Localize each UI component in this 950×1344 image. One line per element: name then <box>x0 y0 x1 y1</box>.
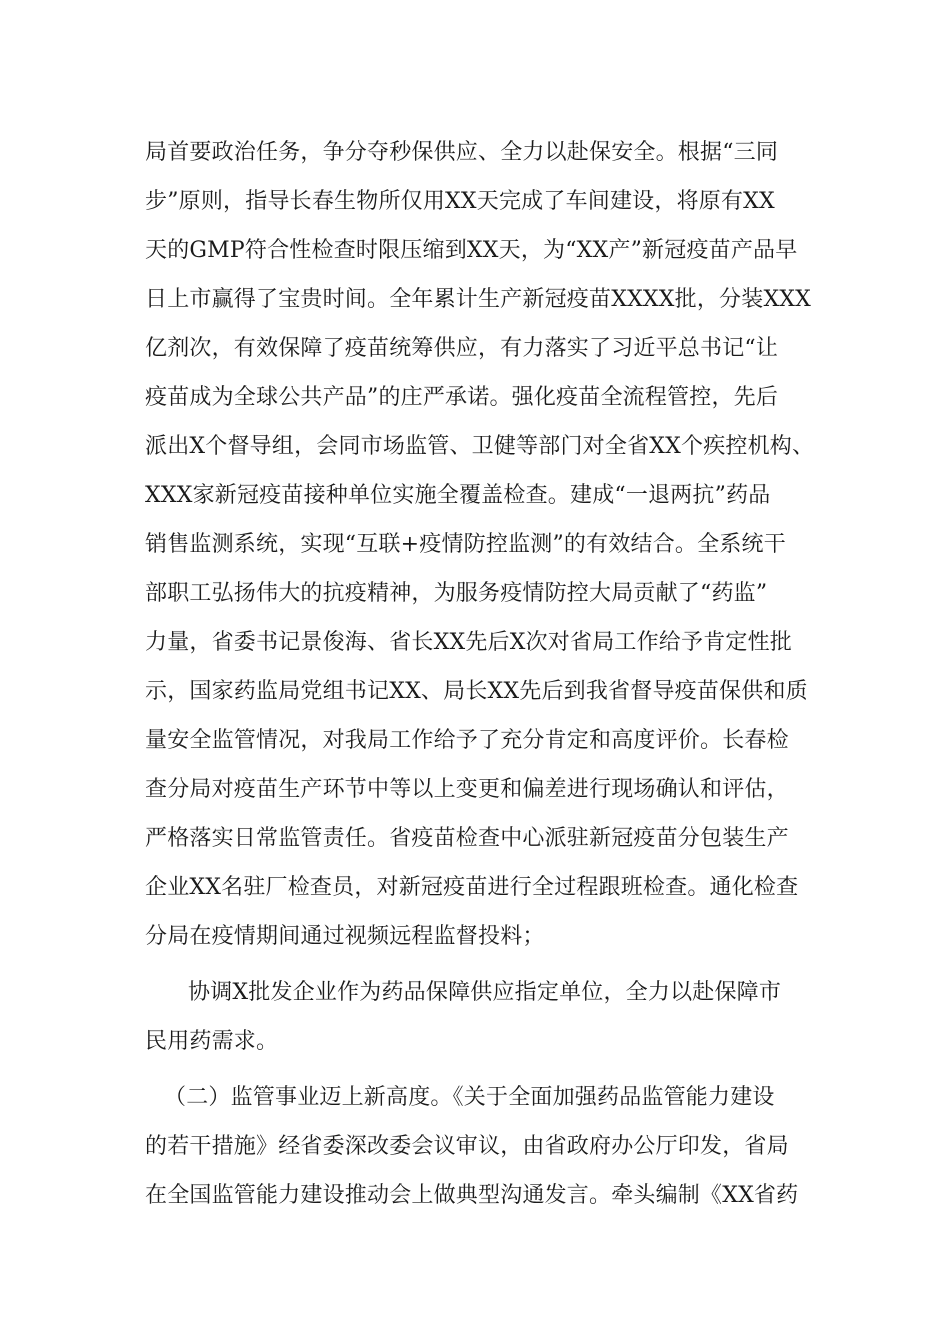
paragraph-line: 量安全监管情况，对我局工作给予了充分肯定和高度评价。长春检 <box>145 728 789 753</box>
paragraph-line: 在全国监管能力建设推动会上做典型沟通发言。牵头编制《XX省药 <box>145 1183 799 1208</box>
paragraph-line: 示，国家药监局党组书记XX、局长XX先后到我省督导疫苗保供和质 <box>145 679 808 704</box>
paragraph-line: 日上市赢得了宝贵时间。全年累计生产新冠疫苗XXXX批，分装XXX <box>145 287 812 312</box>
paragraph-line: 的若干措施》经省委深改委会议审议，由省政府办公厅印发，省局 <box>145 1134 789 1159</box>
paragraph-line: 分局在疫情期间通过视频远程监督投料； <box>145 924 545 949</box>
paragraph-line: 民用药需求。 <box>145 1029 279 1054</box>
paragraph-line: 亿剂次，有效保障了疫苗统筹供应，有力落实了习近平总书记“让 <box>145 336 779 361</box>
section-heading-line: （二）监管事业迈上新高度。《关于全面加强药品监管能力建设 <box>164 1085 775 1110</box>
paragraph-line: 局首要政治任务，争分夺秒保供应、全力以赴保安全。根据“三同 <box>145 140 779 165</box>
paragraph-line: 企业XX名驻厂检查员，对新冠疫苗进行全过程跟班检查。通化检查 <box>145 875 799 900</box>
paragraph-line: 派出X个督导组，会同市场监管、卫健等部门对全省XX个疾控机构、 <box>145 434 815 459</box>
paragraph-line: 力量，省委书记景俊海、省长XX先后X次对省局工作给予肯定性批 <box>145 630 792 655</box>
paragraph-line: 销售监测系统，实现“互联+疫情防控监测”的有效结合。全系统干 <box>145 532 786 557</box>
paragraph-line: 步”原则，指导长春生物所仅用XX天完成了车间建设，将原有XX <box>145 189 775 214</box>
paragraph-line: 查分局对疫苗生产环节中等以上变更和偏差进行现场确认和评估， <box>145 777 789 802</box>
paragraph-line: 天的GMP符合性检查时限压缩到XX天，为“XX产”新冠疫苗产品早 <box>145 238 798 263</box>
paragraph-line: 严格落实日常监管责任。省疫苗检查中心派驻新冠疫苗分包装生产 <box>145 826 789 851</box>
paragraph-line: XXX家新冠疫苗接种单位实施全覆盖检查。建成“一退两抗”药品 <box>145 483 771 508</box>
paragraph-line: 疫苗成为全球公共产品”的庄严承诺。强化疫苗全流程管控，先后 <box>145 385 779 410</box>
paragraph-line: 部职工弘扬伟大的抗疫精神，为服务疫情防控大局贡献了“药监” <box>145 581 768 606</box>
paragraph-line: 协调X批发企业作为药品保障供应指定单位，全力以赴保障市 <box>188 980 782 1005</box>
